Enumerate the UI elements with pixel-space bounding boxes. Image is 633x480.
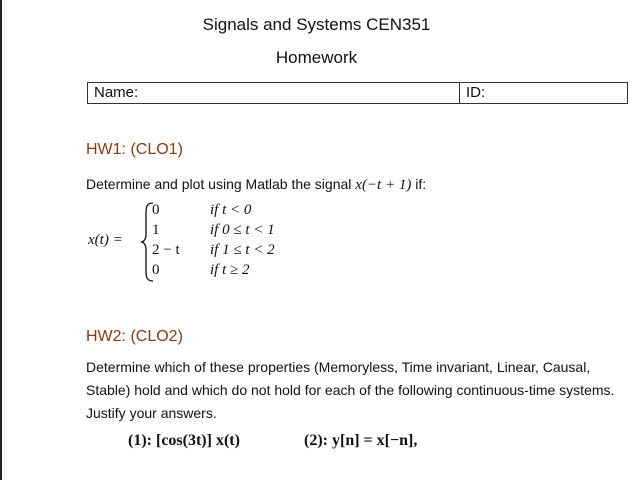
function-lhs: x(t) = [88, 232, 123, 248]
hw2-heading: HW2: (CLO2) [86, 328, 183, 345]
hw1-signal: x(−t + 1) [355, 177, 412, 193]
hw2-question: Determine which of these properties (Memoryless, Time invariant, Linear, Causal, Stable) hold and which do not hold for each of the following continuous-time systems. Justify your answers. [86, 359, 615, 421]
case-cond: if 1 ≤ t < 2 [210, 242, 275, 258]
student-info-table [87, 82, 628, 104]
case-cond: if t < 0 [210, 202, 252, 218]
left-margin-rule [0, 0, 2, 480]
case-cond: if t ≥ 2 [210, 262, 250, 278]
document-subtitle: Homework [275, 48, 358, 67]
hw1-heading: HW1: (CLO1) [86, 141, 183, 158]
system-1: (1): [cos(3t)] x(t) [128, 432, 240, 449]
piecewise-function [86, 200, 386, 290]
case-expr: 1 [152, 222, 160, 238]
name-cell[interactable] [88, 83, 460, 103]
case-cond: if 0 ≤ t < 1 [210, 222, 275, 238]
name-label: Name: [94, 84, 139, 101]
case-expr: 0 [152, 262, 160, 278]
hw1-instruction-text: Determine and plot using Matlab the signal [86, 176, 356, 192]
case-expr: 2 − t [152, 242, 180, 258]
id-label: ID: [466, 84, 486, 101]
hw1-instruction [86, 173, 426, 197]
id-cell[interactable] [460, 83, 627, 103]
hw1-instruction-end: if: [411, 176, 427, 192]
case-expr: 0 [152, 202, 160, 218]
document-title: Signals and Systems CEN351 [202, 15, 431, 34]
system-2: (2): y[n] = x[−n], [304, 432, 418, 449]
